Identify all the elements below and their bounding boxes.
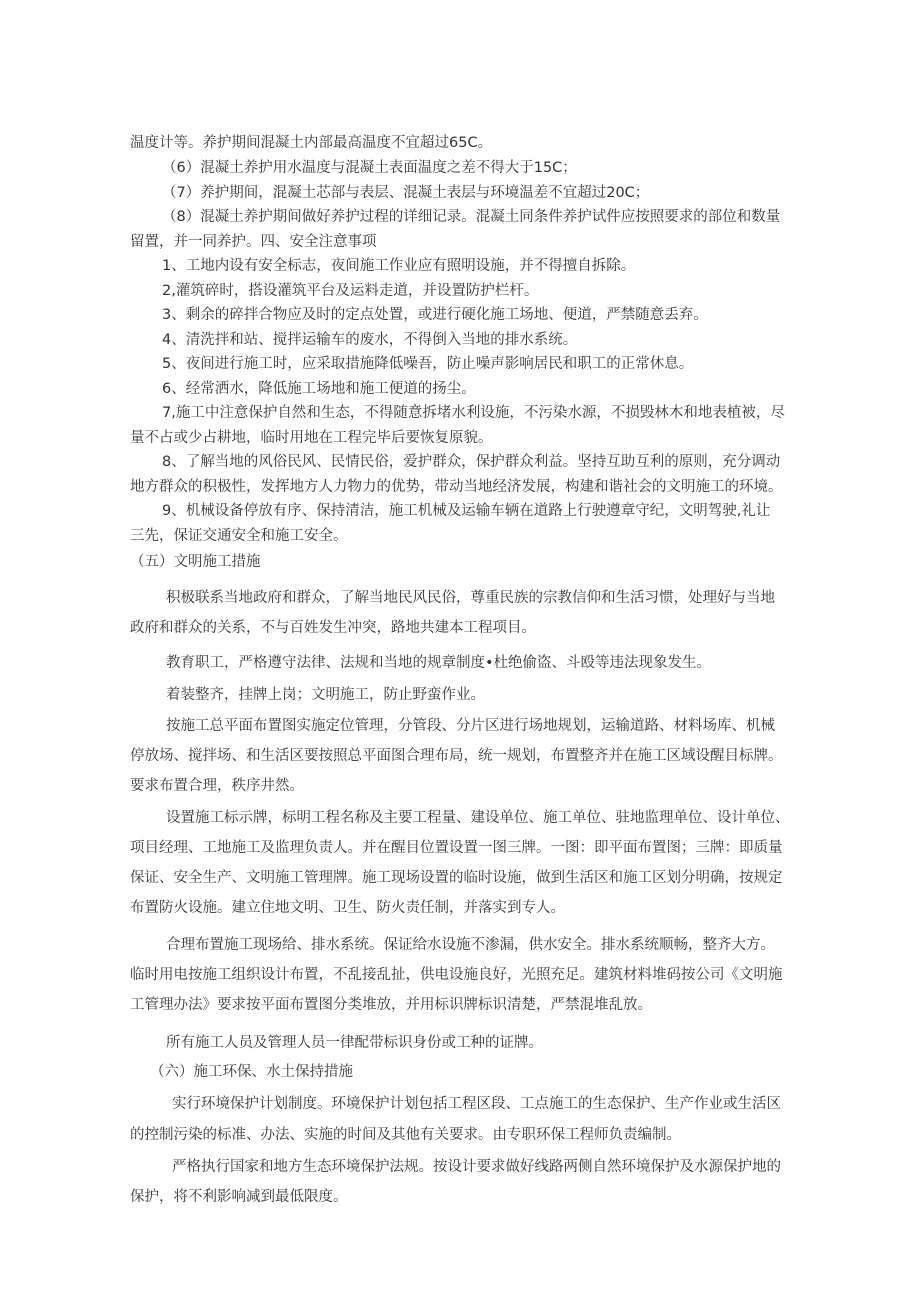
text-line: （7）养护期间，混凝土芯部与表层、混凝土表层与环境温差不宜超过20C； — [162, 185, 650, 201]
text-line: 工管理办法》要求按平面布置图分类堆放，并用标识牌标识清楚，严禁混堆乱放。 — [130, 997, 652, 1013]
text-line: 留置，并一同养护。四、安全注意事项 — [130, 234, 377, 250]
text-line: 7,施工中注意保护自然和生态，不得随意拆堵水利设施，不污染水源，不损毁林木和地表植被，尽 — [162, 405, 785, 421]
text-line: 政府和群众的关系，不与百姓发生冲突，路地共建本工程项目。 — [130, 620, 536, 636]
text-line: 4、清洗拌和站、搅拌运输车的废水，不得倒入当地的排水系统。 — [162, 332, 578, 348]
text-line: 合理布置施工现场给、排水系统。保证给水设施不渗漏，供水安全。排水系统顺畅，整齐大方。 — [166, 937, 775, 953]
text-line: 着装整齐，挂牌上岗；文明施工，防止野蛮作业。 — [166, 687, 485, 703]
text-line: 停放场、搅拌场、和生活区要按照总平面图合理布局，统一规划，布置整齐并在施工区域设醒目标牌。 — [130, 748, 783, 764]
text-line: 所有施工人员及管理人员一律配带标识身份或工种的证牌。 — [166, 1035, 543, 1051]
section-heading: （六）施工环保、水土保持措施 — [150, 1064, 353, 1080]
text-line: 项目经理、工地施工及监理负责人。并在醒目位置设置一图三牌。一图：即平面布置图；三牌：即质量 — [130, 840, 783, 856]
text-line: 温度计等。养护期间混凝土内部最高温度不宜超过65C。 — [130, 135, 493, 151]
text-line: 6、经常洒水，降低施工场地和施工便道的扬尘。 — [162, 381, 476, 397]
text-line: 严格执行国家和地方生态环境保护法规。按设计要求做好线路两侧自然环境保护及水源保护地的 — [172, 1159, 781, 1175]
text-line: 量不占或少占耕地，临时用地在工程完毕后要恢复原貌。 — [130, 430, 493, 446]
text-line: 的控制污染的标准、办法、实施的时间及其他有关要求。由专职环保工程师负责编制。 — [130, 1127, 681, 1143]
text-line: 5、夜间进行施工时，应采取措施降低噪吾，防止噪声影响居民和职工的正常休息。 — [162, 356, 694, 372]
text-line: 实行环境保护计划制度。环境保护计划包括工程区段、工点施工的生态保护、生产作业或生活区 — [172, 1096, 781, 1112]
text-line: 保证、安全生产、文明施工管理牌。施工现场设置的临时设施，做到生活区和施工区划分明确，按规定 — [130, 870, 783, 886]
section-heading: （五）文明施工措施 — [130, 554, 261, 570]
text-line: 要求布置合理，秩序井然。 — [130, 778, 304, 794]
text-line: 地方群众的积极性，发挥地方人力物力的优势，带动当地经济发展，构建和谐社会的文明施工的环境。 — [130, 479, 783, 495]
text-line: 设置施工标示牌，标明工程名称及主要工程量、建设单位、施工单位、驻地监理单位、设计单位、 — [166, 810, 790, 826]
text-line: 临时用电按施工组织设计布置，不乱接乱扯，供电设施良好，光照充足。建筑材料堆码按公司《文明施 — [130, 967, 783, 983]
text-line: （6）混凝土养护用水温度与混凝土表面温度之差不得大于15C； — [162, 160, 577, 176]
text-line: 9、机械设备停放有序、保持清洁，施工机械及运输车辆在道路上行驶遵章守纪，文明驾驶,礼让 — [162, 503, 771, 519]
text-line: 3、剩余的碎拌合物应及时的定点处置，或进行硬化施工场地、便道，严禁随意丢弃。 — [162, 307, 708, 323]
text-line: 8、了解当地的风俗民风、民情民俗，爱护群众，保护群众利益。坚持互助互利的原则，充分调动 — [162, 454, 781, 470]
text-line: 布置防火设施。建立住地文明、卫生、防火责任制，并落实到专人。 — [130, 900, 565, 916]
text-line: 按施工总平面布置图实施定位管理，分管段、分片区进行场地规划，运输道路、材料场库、机械 — [166, 718, 775, 734]
text-line: 1、工地内设有安全标志，夜间施工作业应有照明设施，并不得擅自拆除。 — [162, 258, 636, 274]
text-line: 保护，将不利影响减到最低限度。 — [130, 1189, 348, 1205]
text-line: 三先，保证交通安全和施工安全。 — [130, 528, 348, 544]
text-line: 积极联系当地政府和群众，了解当地民风民俗，尊重民族的宗教信仰和生活习惯，处理好与当地 — [166, 590, 775, 606]
text-line: （8）混凝土养护期间做好养护过程的详细记录。混凝土同条件养护试件应按照要求的部位和数量 — [162, 209, 781, 225]
text-line: 2,灌筑碎时，搭设灌筑平台及运料走道，并设置防护栏杆。 — [162, 283, 539, 299]
text-line: 教育职工，严格遵守法律、法规和当地的规章制度•杜绝偷盗、斗殴等违法现象发生。 — [166, 655, 712, 671]
